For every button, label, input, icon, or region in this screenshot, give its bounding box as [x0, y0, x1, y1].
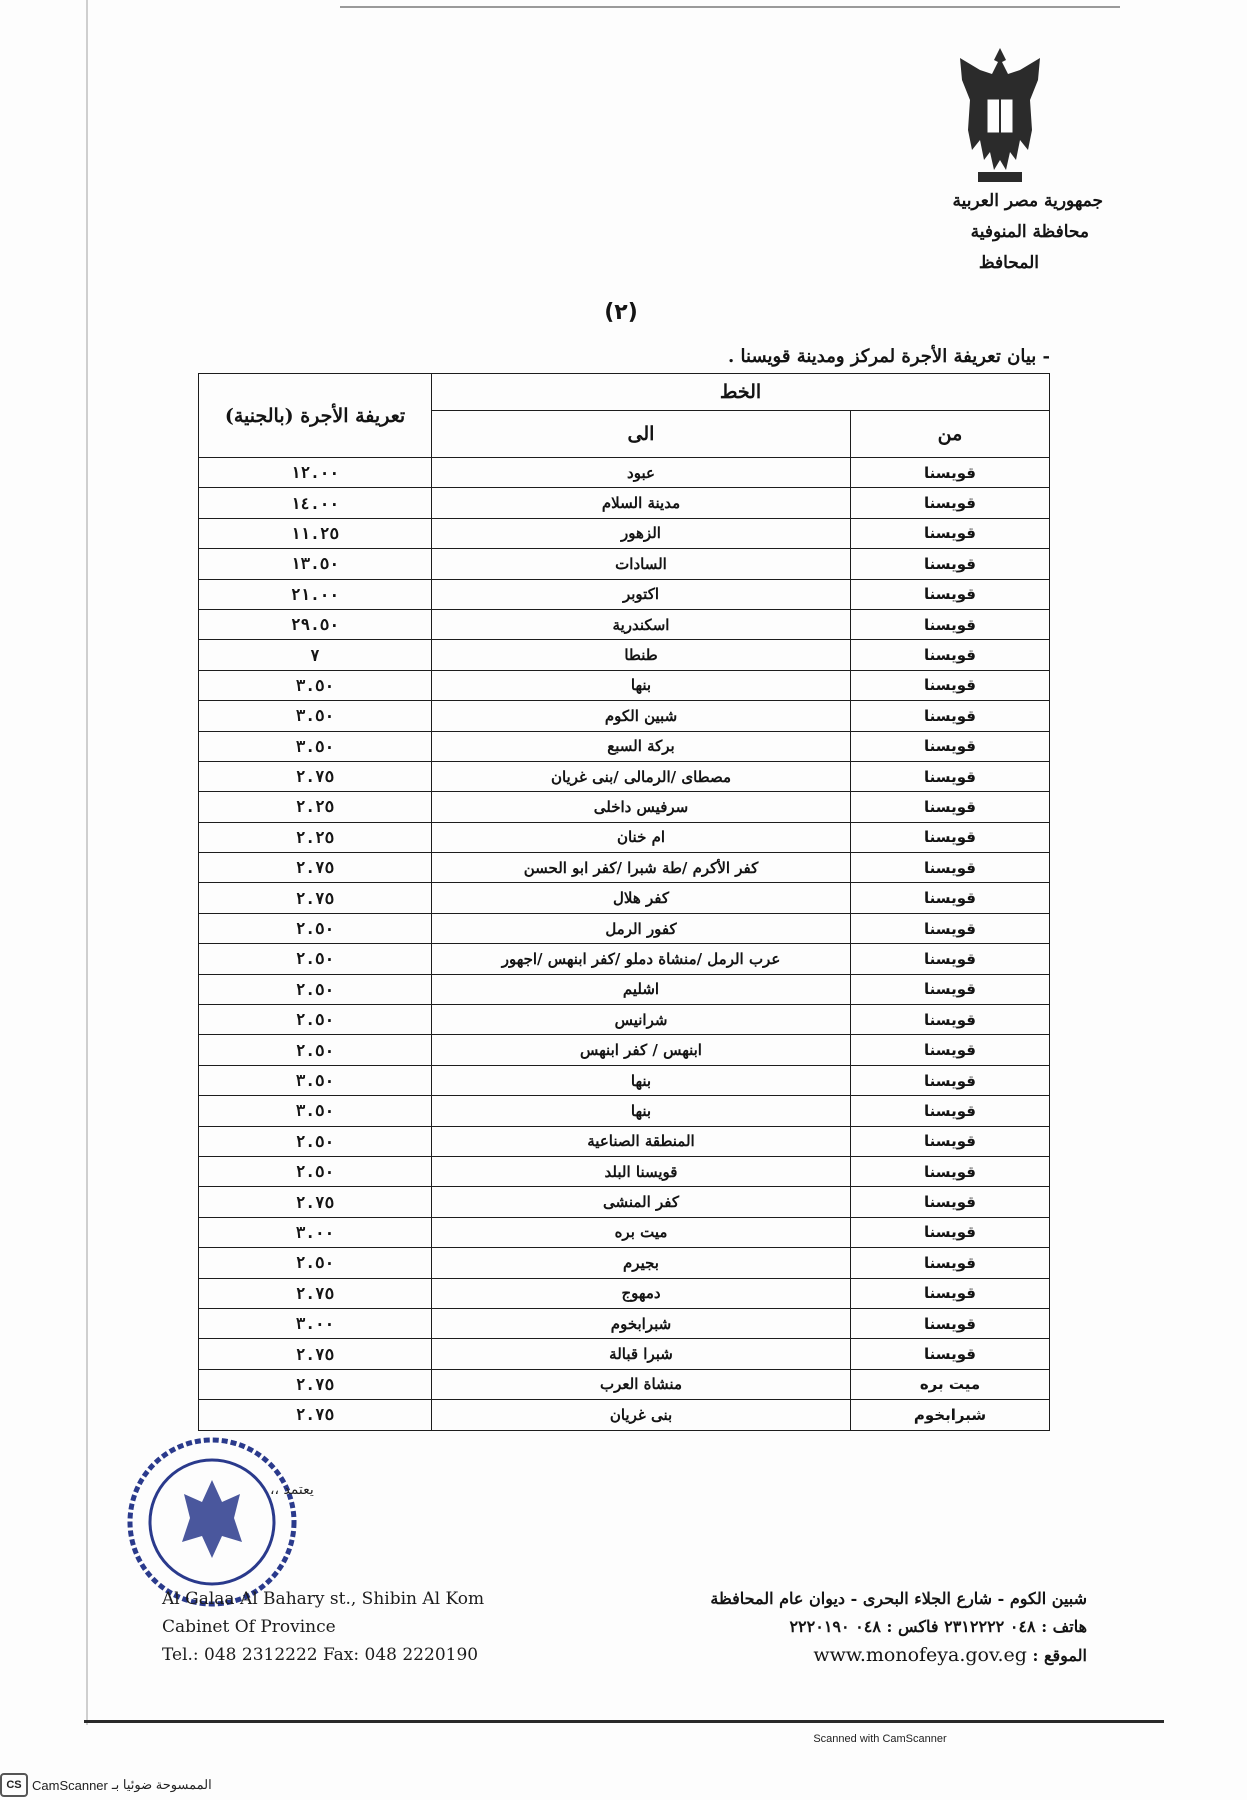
table-row [199, 1156, 1050, 1186]
from-cell: قويسنا [851, 458, 1050, 488]
fare-cell: ٢.٥٠ [199, 1126, 432, 1156]
line-header: الخط [432, 374, 1050, 411]
letterhead [843, 186, 1103, 279]
from-cell: قويسنا [851, 1156, 1050, 1186]
fare-cell: ٢.٥٠ [199, 1035, 432, 1065]
to-cell: السادات [432, 549, 851, 579]
table-row [199, 822, 1050, 852]
governorate-name: محافظة المنوفية [970, 222, 1089, 242]
table-row [199, 883, 1050, 913]
to-cell: ميت بره [432, 1217, 851, 1247]
from-cell: قويسنا [851, 1065, 1050, 1095]
from-cell: قويسنا [851, 1187, 1050, 1217]
camscanner-badge [0, 1774, 212, 1796]
table-row [199, 974, 1050, 1004]
from-cell: قويسنا [851, 701, 1050, 731]
to-cell: بنى غريان [432, 1400, 851, 1430]
footer-arabic [607, 1585, 1087, 1670]
from-cell: قويسنا [851, 670, 1050, 700]
table-row [199, 913, 1050, 943]
to-cell: بنها [432, 1065, 851, 1095]
from-cell: قويسنا [851, 1339, 1050, 1369]
table-row [199, 853, 1050, 883]
fare-table [198, 373, 1050, 1431]
from-cell: قويسنا [851, 792, 1050, 822]
fare-cell: ١٤.٠٠ [199, 488, 432, 518]
table-row [199, 1065, 1050, 1095]
fare-cell: ٢.٧٥ [199, 761, 432, 791]
from-cell: قويسنا [851, 1035, 1050, 1065]
page-left-edge [86, 0, 88, 1725]
from-cell: قويسنا [851, 761, 1050, 791]
from-cell: ميت بره [851, 1369, 1050, 1399]
table-row [199, 701, 1050, 731]
to-cell: عبود [432, 458, 851, 488]
fare-header: تعريفة الأجرة (بالجنية) [199, 374, 432, 458]
table-row [199, 579, 1050, 609]
to-cell: بركة السبع [432, 731, 851, 761]
to-cell: كفور الرمل [432, 913, 851, 943]
to-cell: كفر الأكرم /طة شبرا /كفر ابو الحسن [432, 853, 851, 883]
from-cell: قويسنا [851, 1308, 1050, 1338]
table-row [199, 609, 1050, 639]
to-cell: مصطاى /الرمالى /بنى غريان [432, 761, 851, 791]
to-cell: مدينة السلام [432, 488, 851, 518]
fare-cell: ١١.٢٥ [199, 518, 432, 548]
from-cell: قويسنا [851, 1248, 1050, 1278]
fare-cell: ٢.٧٥ [199, 1400, 432, 1430]
from-cell: قويسنا [851, 822, 1050, 852]
from-cell: شبرابخوم [851, 1400, 1050, 1430]
approval-note: يعتمد ،، [270, 1482, 314, 1498]
from-cell: قويسنا [851, 944, 1050, 974]
fare-cell: ٢.٧٥ [199, 1278, 432, 1308]
from-cell: قويسنا [851, 488, 1050, 518]
from-cell: قويسنا [851, 1126, 1050, 1156]
table-row [199, 944, 1050, 974]
footer-ar-address: شبين الكوم - شارع الجلاء البحرى - ديوان عام المحافظة [710, 1589, 1087, 1608]
fare-cell: ٢.٧٥ [199, 883, 432, 913]
fare-cell: ٢.٧٥ [199, 1187, 432, 1217]
table-row [199, 1187, 1050, 1217]
camscanner-arabic-label: الممسوحة ضوئيا بـ [111, 1777, 212, 1792]
from-cell: قويسنا [851, 1217, 1050, 1247]
to-cell: شبرابخوم [432, 1308, 851, 1338]
fare-cell: ٧ [199, 640, 432, 670]
to-cell: طنطا [432, 640, 851, 670]
table-row [199, 1339, 1050, 1369]
table-row [199, 731, 1050, 761]
fare-cell: ٢.٥٠ [199, 1248, 432, 1278]
fare-cell: ٣.٠٠ [199, 1308, 432, 1338]
table-row [199, 792, 1050, 822]
camscanner-label: CamScanner [32, 1777, 108, 1793]
from-cell: قويسنا [851, 883, 1050, 913]
to-cell: ام خنان [432, 822, 851, 852]
office-name: المحافظ [978, 253, 1039, 273]
from-cell: قويسنا [851, 1005, 1050, 1035]
table-row [199, 1005, 1050, 1035]
from-cell: قويسنا [851, 609, 1050, 639]
fare-cell: ٣.٠٠ [199, 1217, 432, 1247]
from-cell: قويسنا [851, 1278, 1050, 1308]
from-cell: قويسنا [851, 1096, 1050, 1126]
to-cell: اكتوبر [432, 579, 851, 609]
fare-cell: ٢.٢٥ [199, 792, 432, 822]
to-cell: شرانيس [432, 1005, 851, 1035]
to-cell: سرفيس داخلى [432, 792, 851, 822]
table-row [199, 761, 1050, 791]
fare-cell: ١٣.٥٠ [199, 549, 432, 579]
fare-cell: ٢١.٠٠ [199, 579, 432, 609]
table-row [199, 670, 1050, 700]
to-cell: بجيرم [432, 1248, 851, 1278]
table-row [199, 488, 1050, 518]
page-bottom-edge [84, 1720, 1164, 1723]
fare-cell: ٢.٥٠ [199, 913, 432, 943]
fare-cell: ٢.٥٠ [199, 1156, 432, 1186]
table-row [199, 1369, 1050, 1399]
to-cell: منشاة العرب [432, 1369, 851, 1399]
fare-cell: ٢.٧٥ [199, 1369, 432, 1399]
from-cell: قويسنا [851, 579, 1050, 609]
table-row [199, 1035, 1050, 1065]
table-row [199, 640, 1050, 670]
table-row [199, 458, 1050, 488]
fare-cell: ٣.٥٠ [199, 1065, 432, 1095]
to-cell: شبرا قبالة [432, 1339, 851, 1369]
page-top-edge [340, 6, 1120, 8]
fare-cell: ٢.٧٥ [199, 853, 432, 883]
fare-cell: ٢.٢٥ [199, 822, 432, 852]
footer-ar-contact: هاتف : ٠٤٨ ٢٣١٢٢٢٢ فاكس : ٠٤٨ ٢٢٢٠١٩٠ [789, 1617, 1087, 1636]
from-cell: قويسنا [851, 518, 1050, 548]
to-cell: قويسنا البلد [432, 1156, 851, 1186]
fare-cell: ٢.٧٥ [199, 1339, 432, 1369]
fare-cell: ٣.٥٠ [199, 1096, 432, 1126]
from-cell: قويسنا [851, 640, 1050, 670]
fare-cell: ٢.٥٠ [199, 944, 432, 974]
table-row [199, 1278, 1050, 1308]
fare-cell: ٣.٥٠ [199, 701, 432, 731]
footer-en-contact: Tel.: 048 2312222 Fax: 048 2220190 [162, 1645, 479, 1665]
to-cell: شبين الكوم [432, 701, 851, 731]
to-cell: عرب الرمل /منشاة دملو /كفر ابنهس /اجهور [432, 944, 851, 974]
fare-table-body [199, 458, 1050, 1431]
fare-cell: ٢٩.٥٠ [199, 609, 432, 639]
fare-cell: ٢.٥٠ [199, 1005, 432, 1035]
page-number: (٢) [604, 300, 638, 325]
from-cell: قويسنا [851, 974, 1050, 1004]
eagle-emblem-icon [950, 40, 1050, 190]
table-row [199, 518, 1050, 548]
to-cell: الزهور [432, 518, 851, 548]
table-row [199, 1248, 1050, 1278]
from-cell: قويسنا [851, 853, 1050, 883]
fare-cell: ٣.٥٠ [199, 670, 432, 700]
scanner-watermark: Scanned with CamScanner [813, 1733, 947, 1745]
table-row [199, 1096, 1050, 1126]
from-cell: قويسنا [851, 549, 1050, 579]
to-cell: اشليم [432, 974, 851, 1004]
table-row [199, 1400, 1050, 1430]
to-cell: ابنهس / كفر ابنهس [432, 1035, 851, 1065]
from-cell: قويسنا [851, 913, 1050, 943]
from-header: من [851, 411, 1050, 458]
table-row [199, 1126, 1050, 1156]
country-name: جمهورية مصر العربية [952, 191, 1103, 211]
footer-site-label: الموقع : [1032, 1646, 1087, 1665]
footer-en-cabinet: Cabinet Of Province [162, 1617, 336, 1637]
website-link[interactable]: www.monofeya.gov.eg [813, 1644, 1027, 1666]
from-cell: قويسنا [851, 731, 1050, 761]
footer-english [162, 1585, 582, 1669]
to-cell: بنها [432, 670, 851, 700]
to-cell: اسكندرية [432, 609, 851, 639]
to-cell: بنها [432, 1096, 851, 1126]
footer-ar-site-line [607, 1641, 1087, 1670]
table-row [199, 1308, 1050, 1338]
to-cell: المنطقة الصناعية [432, 1126, 851, 1156]
document-title: - بيان تعريفة الأجرة لمركز ومدينة قويسنا . [728, 346, 1050, 367]
table-row [199, 1217, 1050, 1247]
fare-cell: ٣.٥٠ [199, 731, 432, 761]
to-cell: دمهوج [432, 1278, 851, 1308]
to-cell: كفر هلال [432, 883, 851, 913]
footer-en-address: Al Galaa Al Bahary st., Shibin Al Kom [162, 1589, 485, 1609]
camscanner-logo-icon: CS [0, 1773, 28, 1797]
fare-cell: ١٢.٠٠ [199, 458, 432, 488]
to-cell: كفر المنشى [432, 1187, 851, 1217]
fare-cell: ٢.٥٠ [199, 974, 432, 1004]
table-row [199, 549, 1050, 579]
to-header: الى [432, 411, 851, 458]
